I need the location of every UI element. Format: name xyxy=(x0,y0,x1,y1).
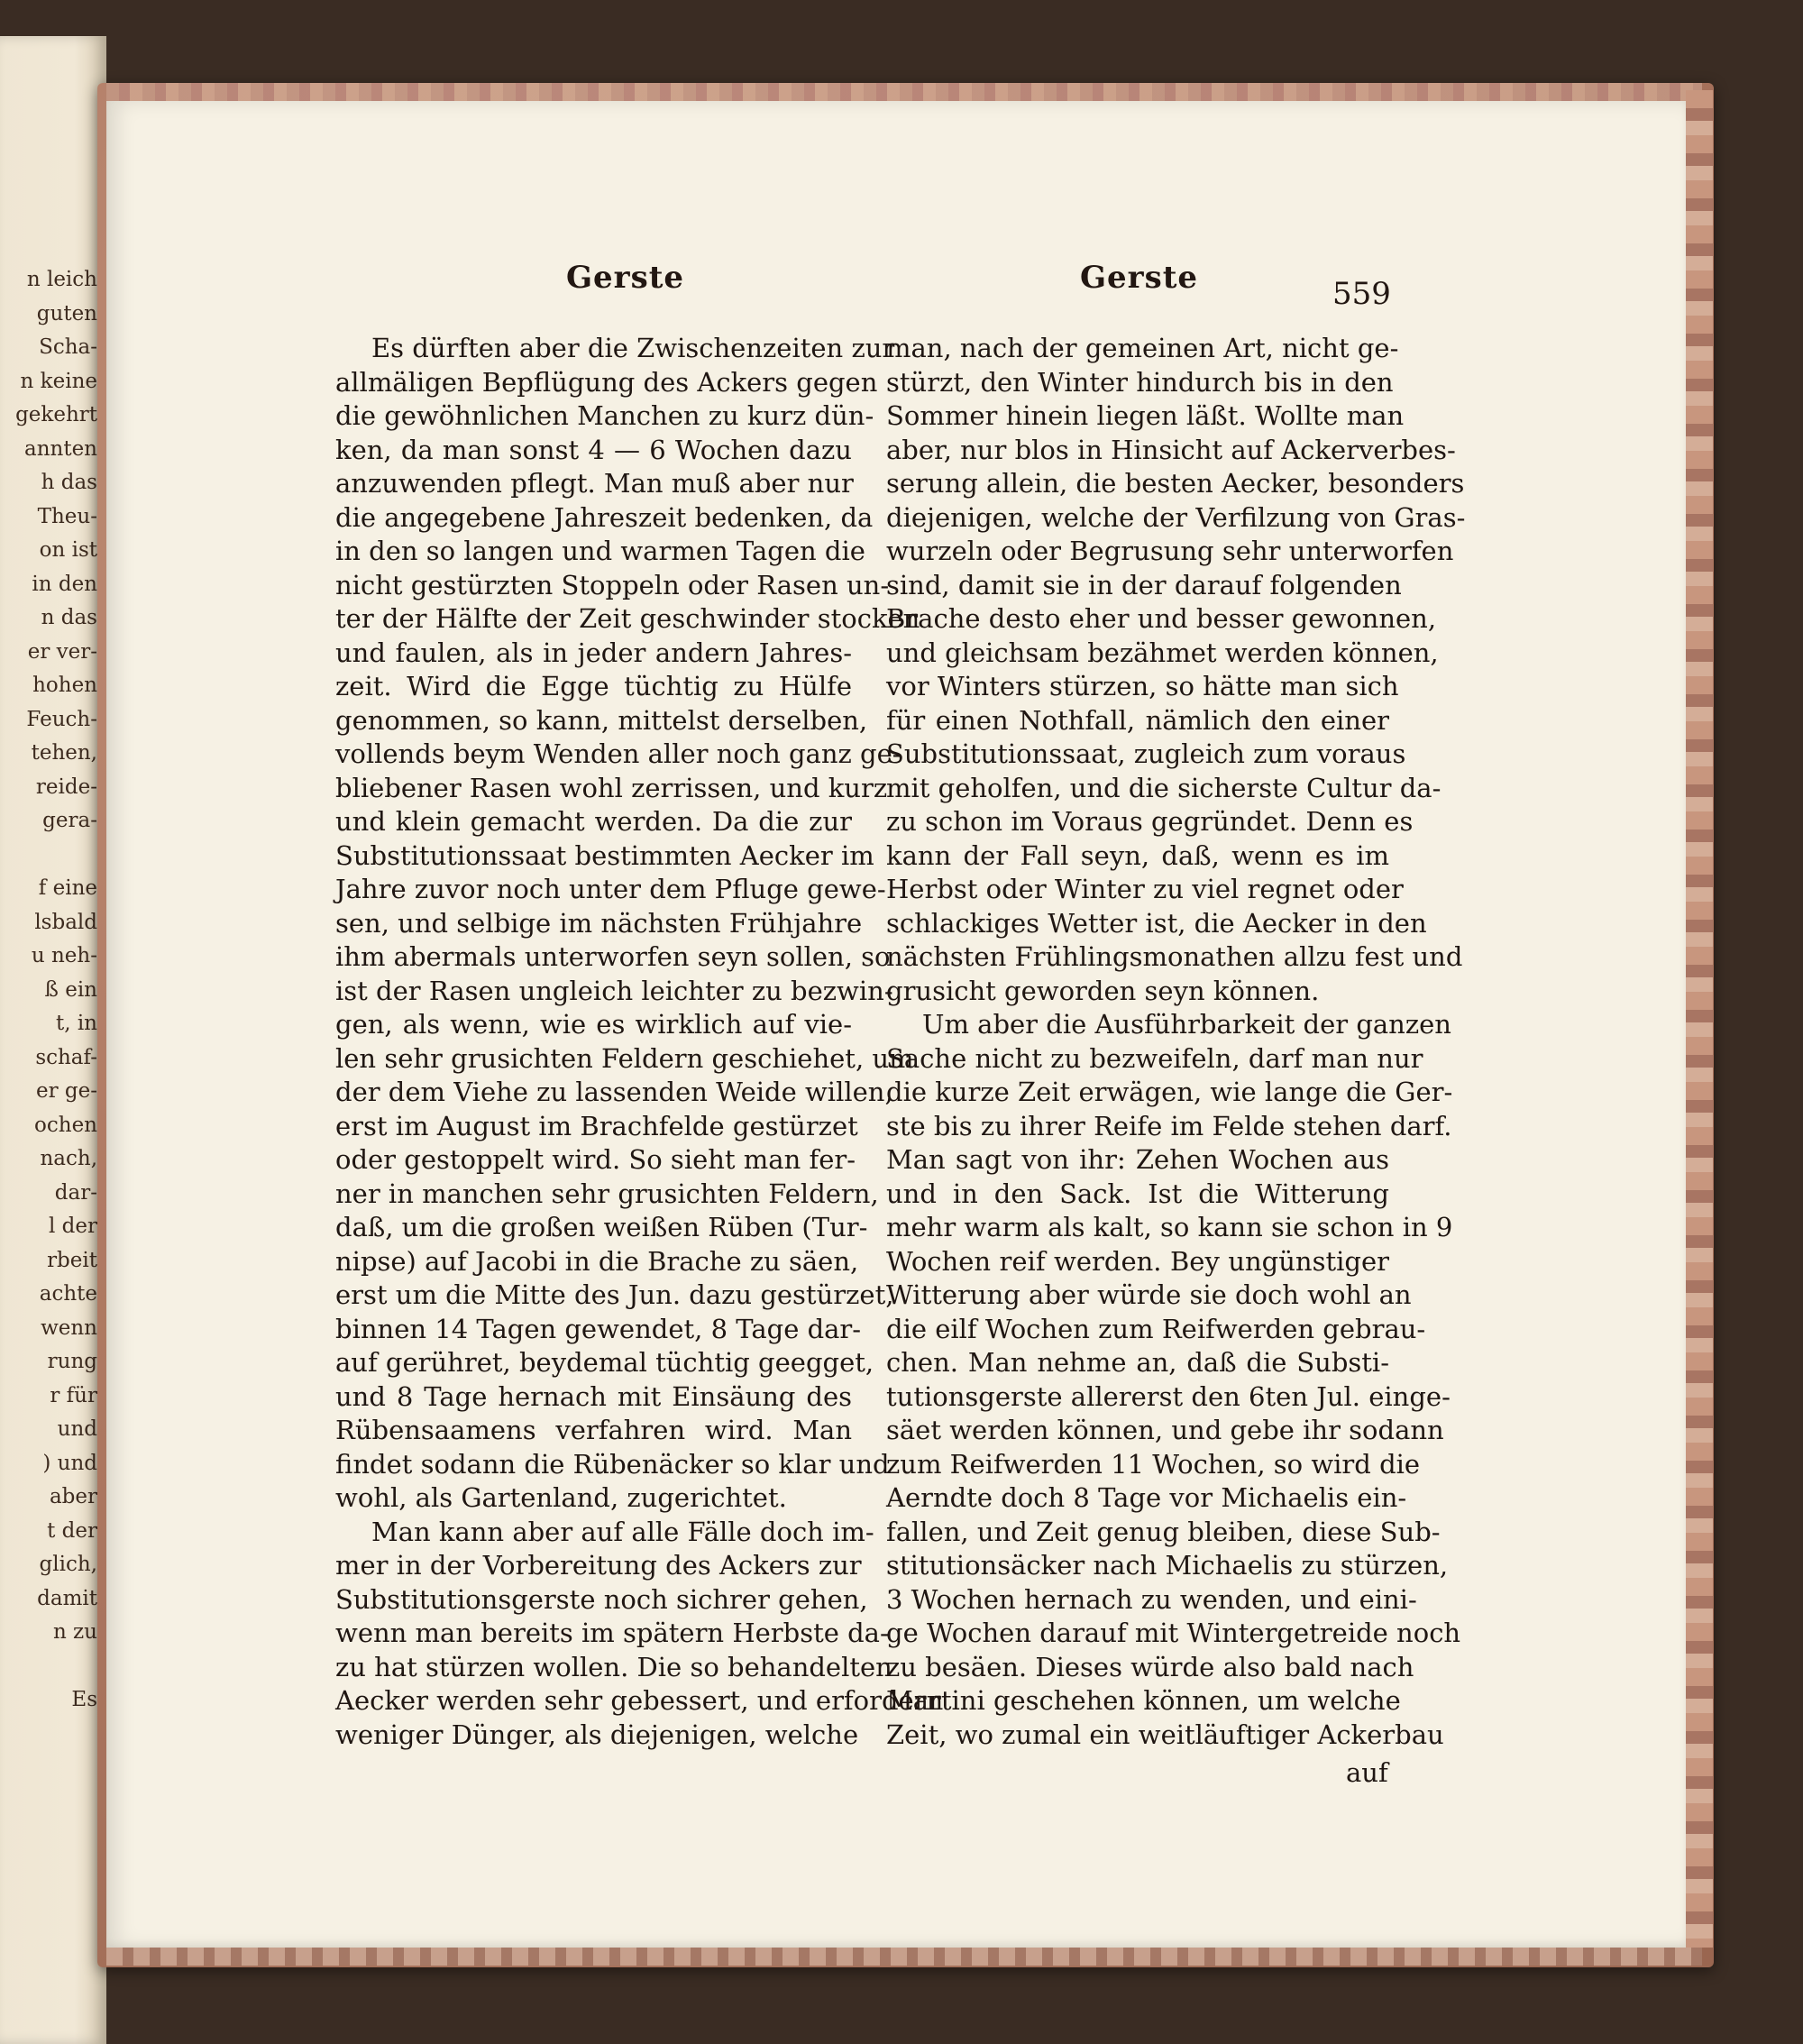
margin-fragment: ) und xyxy=(42,1451,97,1475)
catchword: auf xyxy=(1346,1757,1388,1788)
text-line: Man sagt von ihr: Zehen Wochen aus xyxy=(886,1144,1389,1175)
text-line: vor Winters stürzen, so hätte man sich xyxy=(886,671,1399,701)
text-line: Jahre zuvor noch unter dem Pfluge gewe- xyxy=(335,874,886,904)
text-line: und klein gemacht werden. Da die zur xyxy=(335,806,852,837)
text-line: Brache desto eher und besser gewonnen, xyxy=(886,603,1437,634)
text-line: in den so langen und warmen Tagen die xyxy=(335,536,865,566)
margin-fragment: f eine xyxy=(38,876,97,900)
text-line: Aerndte doch 8 Tage vor Michaelis ein- xyxy=(886,1482,1407,1513)
text-line: ge Wochen darauf mit Wintergetreide noch xyxy=(886,1618,1461,1648)
margin-fragment: wenn xyxy=(41,1315,97,1340)
text-line: Witterung aber würde sie doch wohl an xyxy=(886,1279,1412,1310)
text-line: Sommer hinein liegen läßt. Wollte man xyxy=(886,400,1405,431)
margin-fragment: t der xyxy=(47,1518,97,1543)
text-line: Um aber die Ausführbarkeit der ganzen xyxy=(922,1009,1451,1040)
text-line: nicht gestürzten Stoppeln oder Rasen un- xyxy=(335,569,890,600)
margin-fragment: nach, xyxy=(40,1147,97,1170)
text-line: zeit. Wird die Egge tüchtig zu Hülfe xyxy=(335,671,852,701)
text-line: und 8 Tage hernach mit Einsäung des xyxy=(335,1380,852,1412)
text-line: findet sodann die Rübenäcker so klar und xyxy=(335,1448,890,1480)
cover-edge-bottom xyxy=(106,1948,1702,1966)
text-line: grusicht geworden seyn können. xyxy=(886,975,1320,1006)
text-line: vollends beym Wenden aller noch ganz ge- xyxy=(335,738,902,769)
margin-fragment: ochen xyxy=(34,1113,97,1137)
text-line: ken, da man sonst 4 — 6 Wochen dazu xyxy=(335,434,852,465)
text-line: auf gerühret, beydemal tüchtig geegget, xyxy=(335,1347,874,1378)
margin-fragment: in den xyxy=(32,572,97,596)
text-line: ste bis zu ihrer Reife im Felde stehen darf. xyxy=(886,1110,1452,1141)
margin-fragment: lsbald xyxy=(34,910,97,934)
text-line: mehr warm als kalt, so kann sie schon in 9 xyxy=(886,1212,1453,1242)
text-line: tutionsgerste allererst den 6ten Jul. einge- xyxy=(886,1380,1451,1412)
margin-fragment: Theu- xyxy=(37,504,97,528)
text-line: Aecker werden sehr gebessert, und erfordern xyxy=(335,1685,944,1716)
text-line: 3 Wochen hernach zu wenden, und eini- xyxy=(886,1583,1417,1615)
margin-fragment: er ge- xyxy=(35,1079,97,1103)
text-line: die eilf Wochen zum Reifwerden gebrau- xyxy=(886,1313,1426,1344)
text-line: ner in manchen sehr grusichten Feldern, xyxy=(335,1178,879,1209)
text-line: mit geholfen, und die sicherste Cultur da- xyxy=(886,772,1441,803)
margin-fragment: schaf- xyxy=(35,1045,97,1069)
margin-fragment: gekehrt xyxy=(15,403,97,426)
text-line: wenn man bereits im spätern Herbste da- xyxy=(335,1618,889,1648)
text-line: ter der Hälfte der Zeit geschwinder stocken xyxy=(335,603,920,634)
text-line: wurzeln oder Begrusung sehr unterworfen xyxy=(886,536,1454,566)
text-line: anzuwenden pflegt. Man muß aber nur xyxy=(335,468,854,499)
margin-fragment: achte xyxy=(39,1282,97,1306)
text-line: kann der Fall seyn, daß, wenn es im xyxy=(886,839,1389,871)
text-line: schlackiges Wetter ist, die Aecker in den xyxy=(886,907,1427,939)
margin-fragment: on ist xyxy=(39,538,97,562)
margin-fragment: r für xyxy=(50,1383,97,1407)
text-line: die kurze Zeit erwägen, wie lange die Ger- xyxy=(886,1077,1453,1107)
text-line: sen, und selbige im nächsten Frühjahre xyxy=(335,907,863,939)
text-line: zum Reifwerden 11 Wochen, so wird die xyxy=(886,1448,1421,1480)
margin-fragment: gera- xyxy=(42,809,97,832)
text-line: zu hat stürzen wollen. Die so behandelten xyxy=(335,1651,892,1682)
text-line: Wochen reif werden. Bey ungünstiger xyxy=(886,1245,1389,1277)
running-head-right: Gerste xyxy=(1080,260,1199,296)
margin-fragment: rbeit xyxy=(47,1248,97,1272)
text-line: sind, damit sie in der darauf folgenden xyxy=(886,569,1402,600)
text-line: für einen Nothfall, nämlich den einer xyxy=(886,704,1389,736)
margin-fragment: n keine xyxy=(20,369,97,393)
text-line: der dem Viehe zu lassenden Weide willen, xyxy=(335,1077,893,1107)
text-column-right xyxy=(886,332,1466,1752)
text-line: Herbst oder Winter zu viel regnet oder xyxy=(886,874,1404,904)
margin-fragment: er ver- xyxy=(27,639,97,664)
text-line: weniger Dünger, als diejenigen, welche xyxy=(335,1719,859,1750)
text-line: Rübensaamens verfahren wird. Man xyxy=(335,1415,852,1445)
margin-fragment: glich, xyxy=(39,1553,97,1576)
text-line: Substitutionsgerste noch sichrer gehen, xyxy=(335,1583,868,1615)
margin-fragment: n zu xyxy=(52,1620,97,1644)
text-line: zu besäen. Dieses würde also bald nach xyxy=(886,1651,1414,1682)
margin-fragment: reide- xyxy=(35,775,97,799)
margin-fragment: und xyxy=(57,1417,97,1441)
margin-fragment: h das xyxy=(41,471,97,494)
margin-fragment: Scha- xyxy=(39,335,97,359)
text-line: fallen, und Zeit genug bleiben, diese Sub- xyxy=(886,1516,1441,1547)
text-line: len sehr grusichten Feldern geschiehet, um xyxy=(335,1042,914,1074)
cover-edge-right xyxy=(1686,90,1713,1948)
text-line: erst um die Mitte des Jun. dazu gestürzet, xyxy=(335,1279,894,1310)
margin-fragment: guten xyxy=(36,301,97,325)
text-line: oder gestoppelt wird. So sieht man fer- xyxy=(335,1144,856,1175)
margin-fragment: tehen, xyxy=(31,741,97,765)
text-line: die angegebene Jahreszeit bedenken, da xyxy=(335,501,874,533)
text-line: man, nach der gemeinen Art, nicht ge- xyxy=(886,333,1399,363)
text-line: Substitutionssaat, zugleich zum voraus xyxy=(886,738,1406,769)
margin-fragment: hohen xyxy=(32,674,97,697)
text-line: genommen, so kann, mittelst derselben, xyxy=(335,704,868,736)
text-line: nipse) auf Jacobi in die Brache zu säen, xyxy=(335,1245,859,1277)
text-line: erst im August im Brachfelde gestürzet xyxy=(335,1110,858,1141)
text-line: aber, nur blos in Hinsicht auf Ackerverbes- xyxy=(886,434,1456,465)
margin-fragment: t, in xyxy=(55,1012,97,1035)
text-line: Man kann aber auf alle Fälle doch im- xyxy=(371,1516,874,1547)
text-line: und in den Sack. Ist die Witterung xyxy=(886,1178,1389,1209)
left-page-edge xyxy=(0,36,106,2044)
text-column-left xyxy=(335,332,944,1752)
text-line: Sache nicht zu bezweifeln, darf man nur xyxy=(886,1042,1423,1074)
text-line: serung allein, die besten Aecker, besonders xyxy=(886,468,1465,499)
text-line: die gewöhnlichen Manchen zu kurz dün- xyxy=(335,400,874,431)
text-line: gen, als wenn, wie es wirklich auf vie- xyxy=(335,1009,852,1040)
text-line: Es dürften aber die Zwischenzeiten zur xyxy=(371,333,895,363)
margin-fragment: n das xyxy=(41,606,97,629)
text-line: stürzt, den Winter hindurch bis in den xyxy=(886,366,1394,398)
text-line: bliebener Rasen wohl zerrissen, und kurz xyxy=(335,772,888,803)
text-line: und faulen, als in jeder andern Jahres- xyxy=(335,637,852,668)
text-line: allmäligen Bepflügung des Ackers gegen xyxy=(335,366,878,398)
text-line: stitutionsäcker nach Michaelis zu stürzen, xyxy=(886,1550,1449,1581)
margin-fragment: l der xyxy=(49,1214,97,1238)
text-line: daß, um die großen weißen Rüben (Tur- xyxy=(335,1212,868,1242)
text-line: chen. Man nehme an, daß die Substi- xyxy=(886,1347,1389,1378)
text-line: säet werden können, und gebe ihr sodann xyxy=(886,1415,1444,1445)
text-line: Martini geschehen können, um welche xyxy=(886,1685,1401,1716)
margin-fragment: aber xyxy=(49,1485,97,1508)
margin-fragment: u neh- xyxy=(31,944,97,967)
margin-fragment: rung xyxy=(47,1350,97,1373)
text-line: diejenigen, welche der Verfilzung von Gras- xyxy=(886,501,1466,533)
margin-fragment: Es xyxy=(71,1688,97,1711)
margin-fragment: damit xyxy=(37,1586,97,1610)
text-line: nächsten Frühlingsmonathen allzu fest und xyxy=(886,941,1463,972)
text-line: ihm abermals unterworfen seyn sollen, so xyxy=(335,941,891,972)
running-head-left: Gerste xyxy=(566,260,685,296)
text-line: und gleichsam bezähmet werden können, xyxy=(886,637,1439,668)
text-line: Substitutionssaat bestimmten Aecker im xyxy=(335,839,874,871)
text-line: ist der Rasen ungleich leichter zu bezwin- xyxy=(335,975,893,1006)
text-line: wohl, als Gartenland, zugerichtet. xyxy=(335,1482,787,1513)
margin-fragment: Feuch- xyxy=(26,707,97,731)
margin-fragment: annten xyxy=(23,436,97,461)
margin-fragment: n leich xyxy=(26,268,97,291)
text-line: Zeit, wo zumal ein weitläuftiger Ackerbau xyxy=(886,1719,1444,1750)
margin-fragment: ß ein xyxy=(44,977,97,1002)
cover-edge-top xyxy=(106,83,1702,103)
margin-fragment: dar- xyxy=(54,1180,97,1205)
text-line: mer in der Vorbereitung des Ackers zur xyxy=(335,1550,862,1581)
text-line: zu schon im Voraus gegründet. Denn es xyxy=(886,806,1414,837)
text-line: binnen 14 Tagen gewendet, 8 Tage dar- xyxy=(335,1313,862,1344)
page-number: 559 xyxy=(1332,276,1391,312)
